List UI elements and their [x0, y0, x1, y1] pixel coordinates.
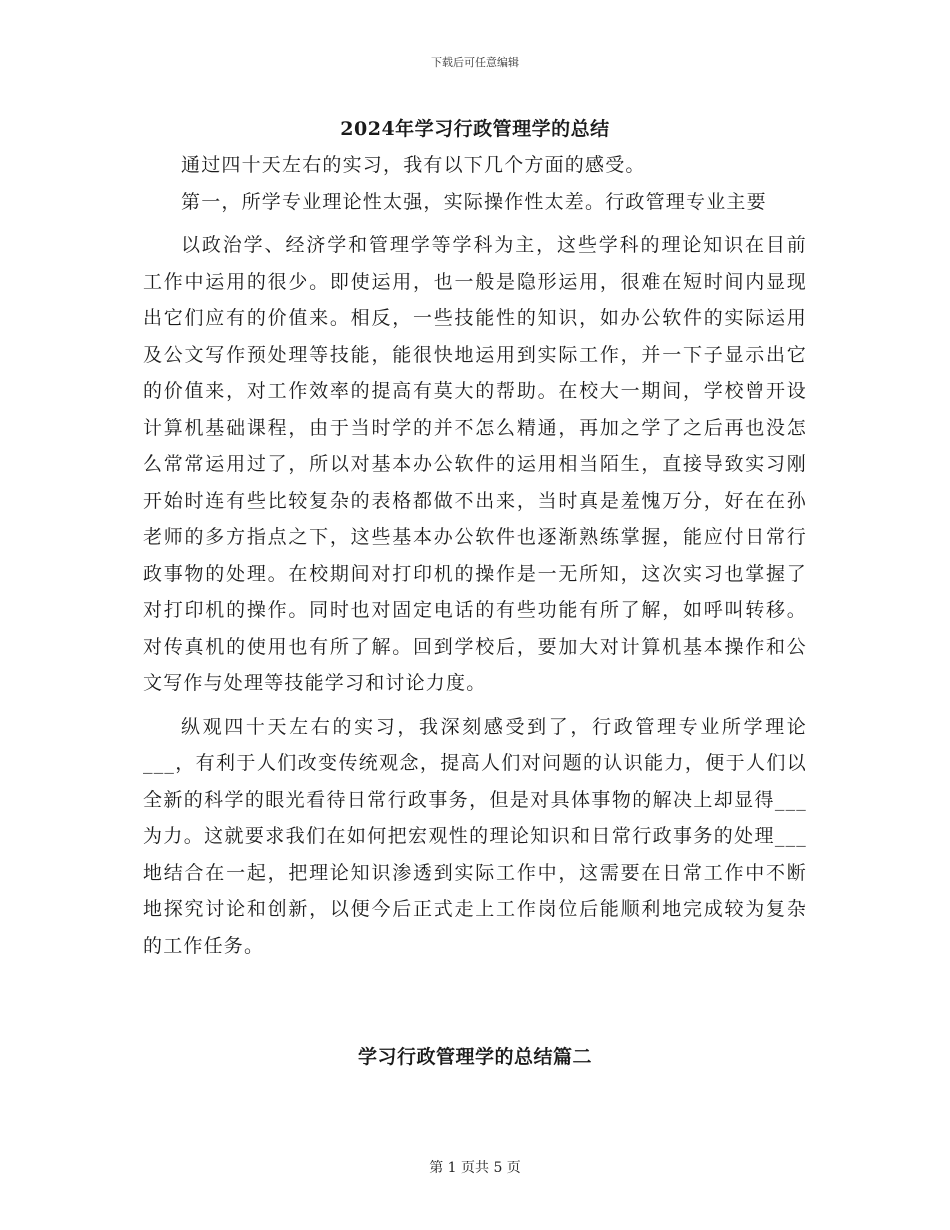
page-footer: 第 1 页共 5 页 [429, 1160, 521, 1176]
paragraph-conclusion: 纵观四十天左右的实习，我深刻感受到了，行政管理专业所学理论___，有利于人们改变传统观念，提高人们对问题的认识能力，便于人们以全新的科学的眼光看待日常行政事务，但是对具体事物的解决上却显得___为力。这就要求我们在如何把宏观性的理论知识和日常行政事务的处理___地结合在一起，把理论知识渗透到实际工作中，这需要在日常工作中不断地探究讨论和创新，以便今后正式走上工作岗位后能顺利地完成较为复杂的工作任务。 [143, 715, 807, 957]
header-note: 下载后可任意编辑 [431, 56, 519, 69]
document-title: 2024年学习行政管理学的总结 [340, 118, 610, 140]
section-title: 学习行政管理学的总结篇二 [357, 1046, 592, 1068]
paragraph-first-point-detail: 以政治学、经济学和管理学等学科为主，这些学科的理论知识在目前工作中运用的很少。即使运用，也一般是隐形运用，很难在短时间内显现出它们应有的价值来。相反，一些技能性的知识，如办公软件的实际运用及公文写作预处理等技能，能很快地运用到实际工作，并一下子显示出它的价值来，对工作效率的提高有莫大的帮助。在校大一期间，学校曾开设计算机基础课程，由于当时学的并不怎么精通，再加之学了之后再也没怎么常常运用过了，所以对基本办公软件的运用相当陌生，直接导致实习刚开始时连有些比较复杂的表格都做不出来，当时真是羞愧万分，好在在孙老师的多方指点之下，这些基本办公软件也逐渐熟练掌握，能应付日常行政事物的处理。在校期间对打印机的操作是一无所知，这次实习也掌握了对打印机的操作。同时也对固定电话的有些功能有所了解，如呼叫转移。对传真机的使用也有所了解。回到学校后，要加大对计算机基本操作和公文写作与处理等技能学习和讨论力度。 [143, 234, 807, 694]
paragraph-intro: 通过四十天左右的实习，我有以下几个方面的感受。 [181, 154, 646, 176]
paragraph-first-point: 第一，所学专业理论性太强，实际操作性太差。行政管理专业主要 [181, 190, 767, 213]
document-body [143, 147, 807, 971]
